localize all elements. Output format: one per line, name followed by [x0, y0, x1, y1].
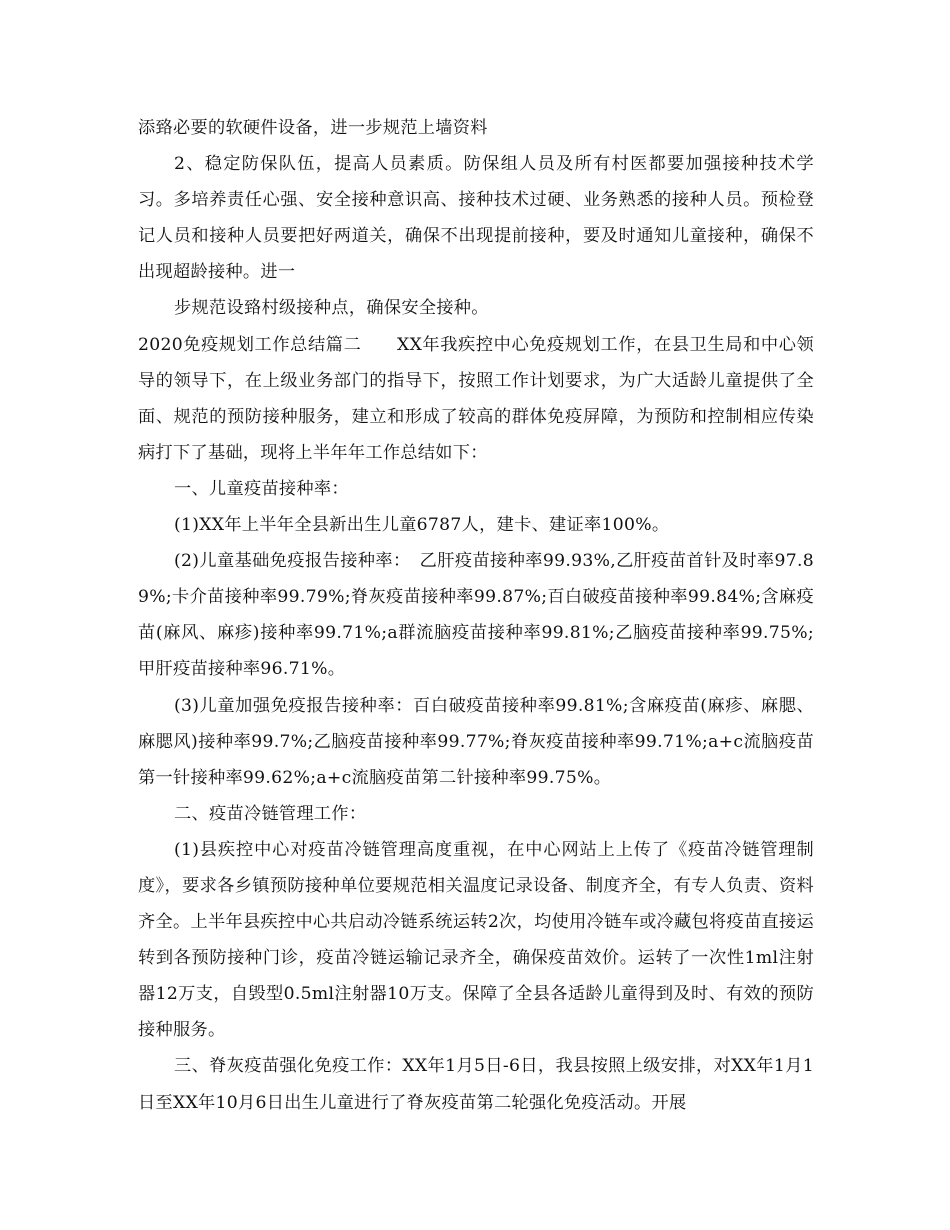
paragraph-basic-immunization: (2)儿童基础免疫报告接种率： 乙肝疫苗接种率99.93%,乙肝疫苗首针及时率97.89%;卡介苗接种率99.79%;脊灰疫苗接种率99.87%;百白破疫苗接种率99.84%;含麻疫苗(麻风、麻疹)接种率99.71%;a群流脑疫苗接种率99.81%;乙脑疫苗接种率99.75%;甲肝疫苗接种率96.71%。 [138, 551, 814, 680]
section-heading-cold-chain: 二、疫苗冷链管理工作： [174, 803, 367, 824]
paragraph-polio-campaign: 三、脊灰疫苗强化免疫工作：XX年1月5日-6日，我县按照上级安排，对XX年1月1日至XX年10月6日出生儿童进行了脊灰疫苗第二轮强化免疫活动。开展 [138, 1056, 814, 1113]
paragraph-cold-chain-management: (1)县疾控中心对疫苗冷链管理高度重视，在中心网站上上传了《疫苗冷链管理制度》，要求各乡镇预防接种单位要规范相关温度记录设备、制度齐全，有专人负责、资料齐全。上半年县疾控中心共启动冷链系统运转2次，均使用冷链车或冷藏包将疫苗直接运转到各预防接种门诊，疫苗冷链运输记录齐全，确保疫苗效价。运转了一次性1ml注射器12万支，自毁型0.5ml注射器10万支。保障了全县各适龄儿童得到及时、有效的预防接种服务。 [138, 839, 814, 1041]
paragraph-village-sites: 步规范设臵村级接种点，确保安全接种。 [174, 298, 489, 319]
section-heading-vaccination-rate: 一、儿童疫苗接种率： [174, 478, 349, 499]
document-body [138, 110, 814, 1121]
paragraph-booster-immunization: (3)儿童加强免疫报告接种率：百白破疫苗接种率99.81%;含麻疫苗(麻疹、麻腮、麻腮风)接种率99.7%;乙脑疫苗接种率99.77%;脊灰疫苗接种率99.71%;a+c流脑疫苗第一针接种率99.62%;a+c流脑疫苗第二针接种率99.75%。 [138, 695, 814, 788]
paragraph-newborns: (1)XX年上半年全县新出生儿童6787人，建卡、建证率100%。 [174, 515, 670, 536]
paragraph-equipment: 添臵必要的软硬件设备，进一步规范上墙资料 [138, 118, 488, 138]
paragraph-staff-quality: 2、稳定防保队伍，提高人员素质。防保组人员及所有村医都要加强接种技术学习。多培养责任心强、安全接种意识高、接种技术过硬、业务熟悉的接种人员。预检登记人员和接种人员要把好两道关，确保不出现提前接种，要及时通知儿童接种，确保不出现超龄接种。进一 [138, 154, 814, 283]
paragraph-summary-part-two: 2020免疫规划工作总结篇二 XX年我疾控中心免疫规划工作，在县卫生局和中心领导的领导下，在上级业务部门的指导下，按照工作计划要求，为广大适龄儿童提供了全面、规范的预防接种服务，建立和形成了较高的群体免疫屏障，为预防和控制相应传染病打下了基础，现将上半年年工作总结如下： [138, 334, 814, 463]
